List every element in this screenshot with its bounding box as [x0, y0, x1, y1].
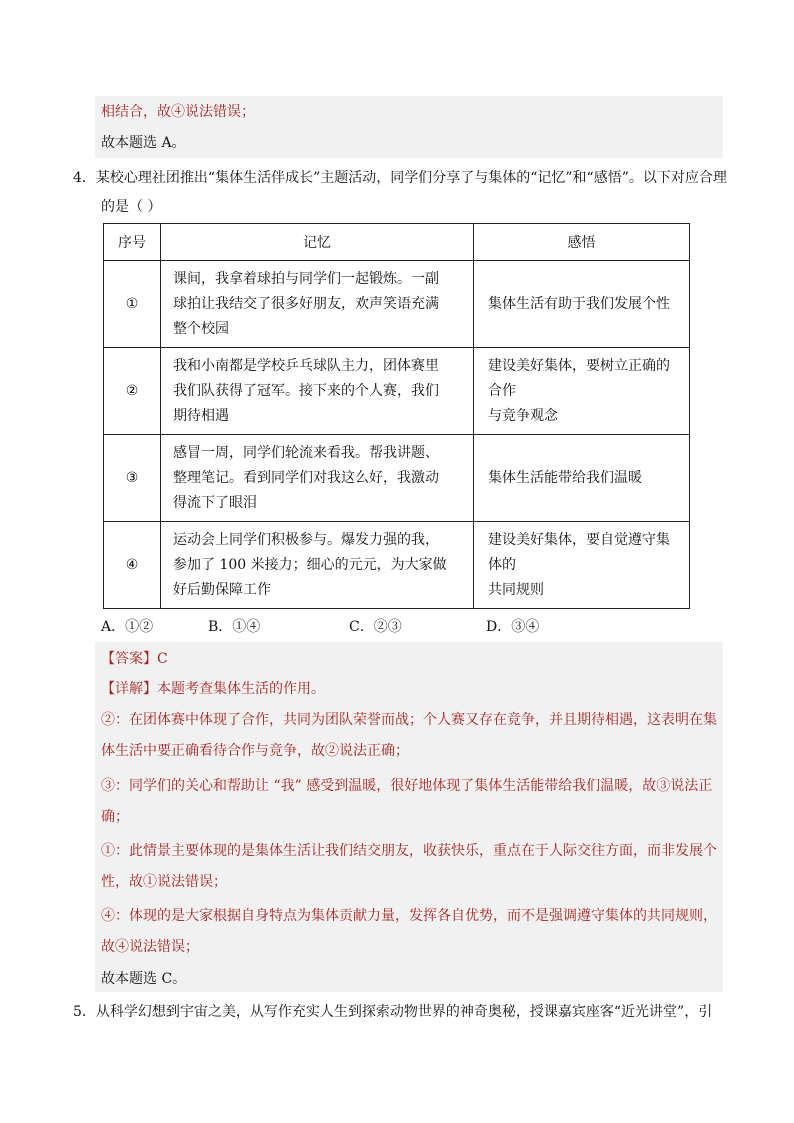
prev-conclusion: 故本题选 A。 — [101, 135, 186, 151]
table-header-row — [104, 224, 690, 261]
memory-line: 得流下了眼泪 — [173, 494, 257, 511]
option-c: C．②③ — [349, 619, 402, 635]
row-num: ① — [104, 261, 161, 348]
insight-line: 与竞争观念 — [488, 407, 558, 424]
row-num: ② — [104, 348, 161, 435]
memory-line: 整理笔记。看到同学们对我这么好，我激动 — [173, 469, 439, 486]
detail-line: 【详解】本题考查集体生活的作用。 — [101, 681, 325, 697]
memory-line: 好后勤保障工作 — [173, 581, 271, 598]
detail-line: ③：同学们的关心和帮助让 “我” 感受到温暖，很好地体现了集体生活能带给我们温暖，故③说法正 — [101, 778, 713, 794]
memory-line: 整个校园 — [173, 320, 229, 337]
option-b: B．①④ — [208, 619, 261, 635]
detail-line: 体生活中要正确看待合作与竞争，故②说法正确； — [101, 743, 409, 759]
option-a: A．①② — [101, 619, 154, 635]
header-memory: 记忆 — [161, 224, 474, 261]
row-memory — [161, 435, 474, 522]
answer-label: 【答案】C — [101, 651, 168, 667]
insight-line: 共同规则 — [488, 581, 544, 598]
memory-line: 参加了 100 米接力；细心的元元，为大家做 — [173, 556, 447, 573]
detail-line: ②：在团体赛中体现了合作，共同为团队荣誉而战；个人赛又存在竞争，并且期待相遇，这表明在集 — [101, 712, 717, 728]
row-memory — [161, 522, 474, 609]
detail-line: 故④说法错误； — [101, 939, 199, 955]
memory-line: 课间，我拿着球拍与同学们一起锻炼。一副 — [173, 270, 439, 287]
table-row — [104, 435, 690, 522]
row-insight — [474, 348, 690, 435]
q4-conclusion: 故本题选 C。 — [101, 971, 187, 987]
header-num: 序号 — [104, 224, 161, 261]
detail-line: 性，故①说法错误； — [101, 874, 227, 890]
row-num: ③ — [104, 435, 161, 522]
row-insight — [474, 522, 690, 609]
detail-line: ①：此情景主要体现的是集体生活让我们结交朋友，收获快乐，重点在于人际交往方面，而非发展个 — [101, 843, 717, 859]
insight-line: 建设美好集体，要树立正确的合作 — [488, 357, 670, 399]
row-memory — [161, 348, 474, 435]
detail-line: ④：体现的是大家根据自身特点为集体贡献力量，发挥各自优势，而不是强调遵守集体的共同规则， — [101, 908, 717, 924]
header-insight: 感悟 — [474, 224, 690, 261]
table-row — [104, 261, 690, 348]
q4-table — [103, 223, 690, 609]
row-memory — [161, 261, 474, 348]
row-insight — [474, 261, 690, 348]
row-num: ④ — [104, 522, 161, 609]
memory-line: 我和小南都是学校乒乓球队主力，团体赛里 — [173, 357, 439, 374]
q5-stem-line-1: 5．从科学幻想到宇宙之美，从写作充实人生到探索动物世界的神奇奥秘，授课嘉宾座客“近光讲堂”，引 — [73, 1004, 713, 1020]
table-row — [104, 522, 690, 609]
insight-line: 集体生活有助于我们发展个性 — [488, 295, 670, 312]
memory-line: 球拍让我结交了很多好朋友，欢声笑语充满 — [173, 295, 439, 312]
memory-line: 我们队获得了冠军。接下来的个人赛，我们 — [173, 382, 439, 399]
prev-analysis-line: 相结合，故④说法错误； — [101, 104, 255, 120]
q4-stem-line-1: 4．某校心理社团推出“集体生活伴成长”主题活动，同学们分享了与集体的“记忆”和“感悟”。以下对应合理 — [73, 170, 727, 186]
table-row — [104, 348, 690, 435]
insight-line: 集体生活能带给我们温暖 — [488, 469, 642, 486]
row-insight — [474, 435, 690, 522]
memory-line: 期待相遇 — [173, 407, 229, 424]
option-d: D．③④ — [486, 619, 540, 635]
memory-line: 感冒一周，同学们轮流来看我。帮我讲题、 — [173, 444, 439, 461]
insight-line: 建设美好集体，要自觉遵守集体的 — [488, 531, 670, 573]
q4-stem-line-2: 的是（ ） — [101, 199, 162, 215]
memory-line: 运动会上同学们积极参与。爆发力强的我， — [173, 531, 439, 548]
detail-line: 确； — [101, 809, 129, 825]
